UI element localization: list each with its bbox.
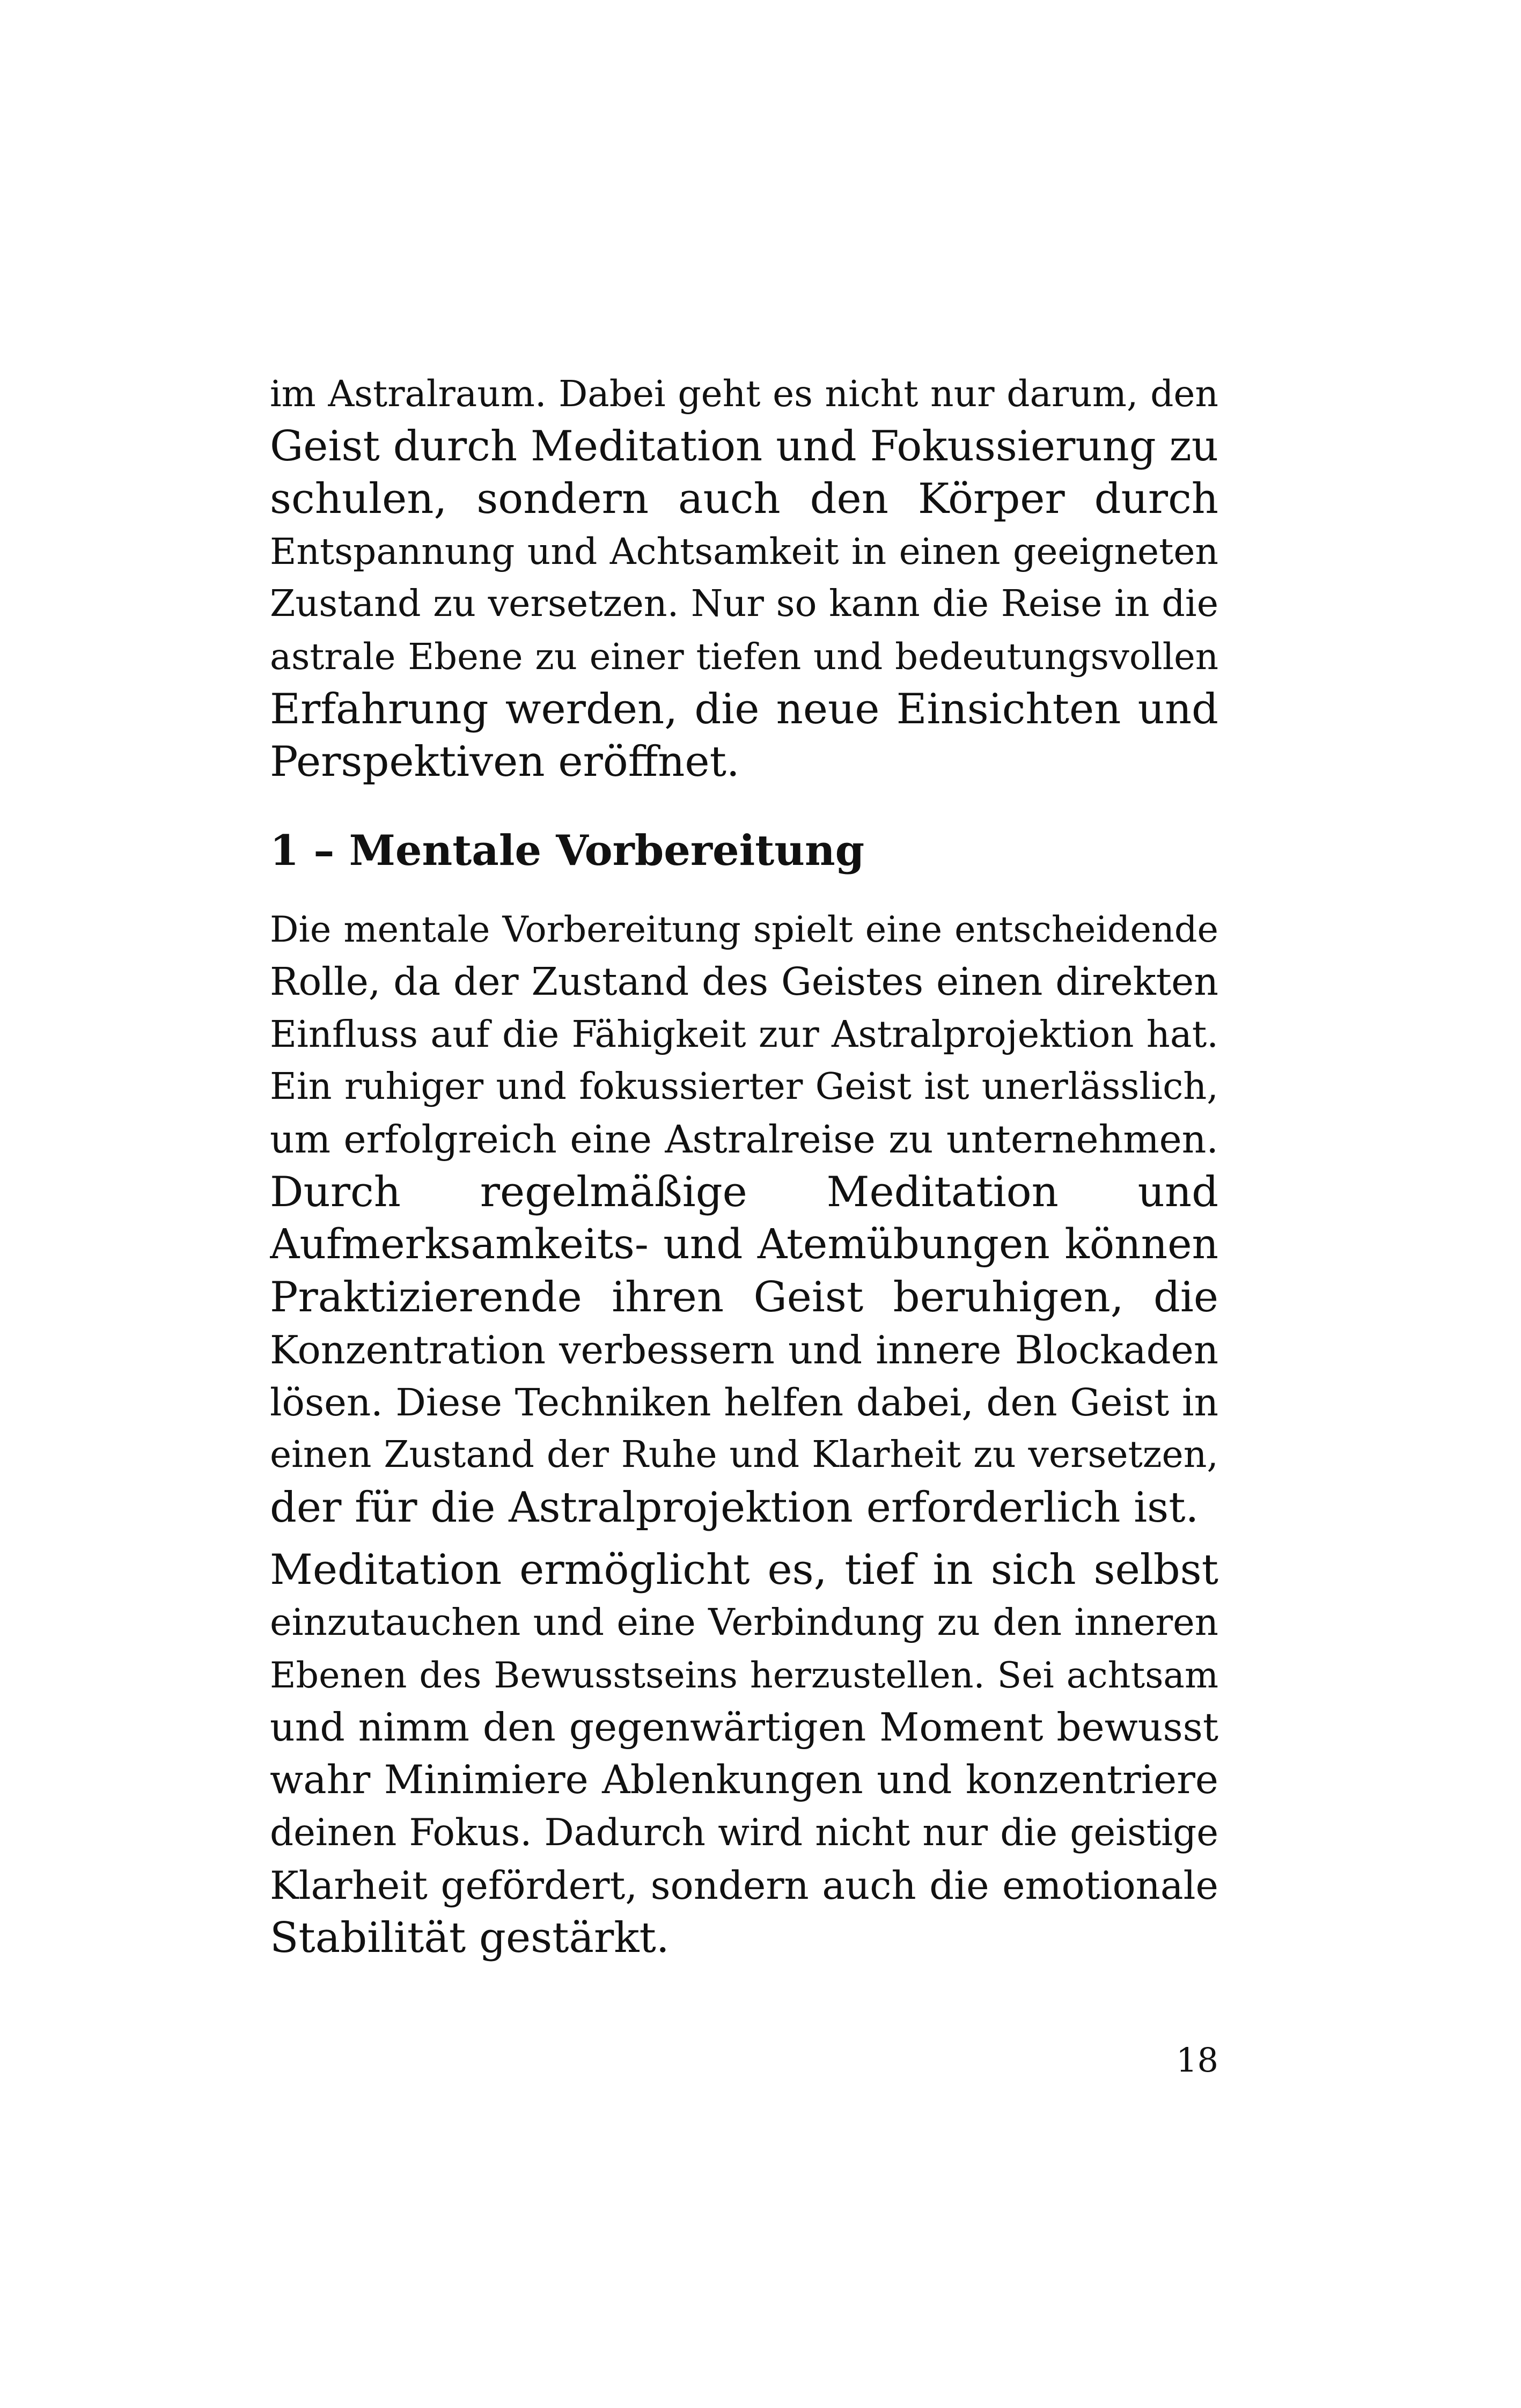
text-line: um erfolgreich eine Astralreise zu unternehmen. [270,1117,1218,1162]
text-line: Die mentale Vorbereitung spielt eine entscheidende [270,908,1218,950]
text-line: Zustand zu versetzen. Nur so kann die Reise in die [270,583,1218,625]
text-line: Ein ruhiger und fokussierter Geist ist unerlässlich, [270,1066,1218,1108]
text-line: wahr Minimiere Ablenkungen und konzentriere [270,1757,1218,1803]
text-line: Perspektiven eröffnet. [270,738,740,786]
text-line: im Astralraum. Dabei geht es nicht nur darum, den [270,372,1218,415]
text-line: Klarheit gefördert, sondern auch die emotionale [270,1863,1218,1908]
paragraph-meditation [270,1544,1218,1964]
text-line: Rolle, da der Zustand des Geistes einen direkten [270,959,1218,1004]
text-line: einzutauchen und eine Verbindung zu den inneren [270,1601,1218,1644]
text-line: und nimm den gegenwärtigen Moment bewusst [270,1705,1218,1750]
text-line: Einfluss auf die Fähigkeit zur Astralprojektion hat. [270,1013,1218,1056]
text-line: Ebenen des Bewusstseins herzustellen. Sei achtsam [270,1654,1218,1696]
text-line: Praktizierende ihren Geist beruhigen, die [270,1273,1218,1322]
text-line: einen Zustand der Ruhe und Klarheit zu versetzen, [270,1434,1218,1476]
text-line: Aufmerksamkeits- und Atemübungen können [270,1221,1218,1268]
section-heading: 1 – Mentale Vorbereitung [270,826,865,875]
text-line: astrale Ebene zu einer tiefen und bedeutungsvollen [270,636,1218,678]
paragraph-intro [270,368,1218,788]
text-line: Durch regelmäßige Meditation und [270,1168,1218,1216]
text-line: Stabilität gestärkt. [270,1914,670,1962]
page-number: 18 [1176,2040,1218,2080]
text-line: lösen. Diese Techniken helfen dabei, den Geist in [270,1381,1218,1425]
text-line: Geist durch Meditation und Fokussierung zu [270,422,1218,471]
paragraph-mental-preparation [270,903,1218,1534]
text-line: schulen, sondern auch den Körper durch [270,475,1218,523]
text-line: Erfahrung werden, die neue Einsichten und [270,685,1218,733]
text-line: Konzentration verbessern und innere Blockaden [270,1327,1218,1372]
text-line: deinen Fokus. Dadurch wird nicht nur die geistige [270,1811,1218,1854]
text-line: Entspannung und Achtsamkeit in einen geeigneten [270,530,1218,572]
text-line: der für die Astralprojektion erforderlich ist. [270,1484,1199,1532]
text-line: Meditation ermöglicht es, tief in sich selbst [270,1546,1218,1594]
